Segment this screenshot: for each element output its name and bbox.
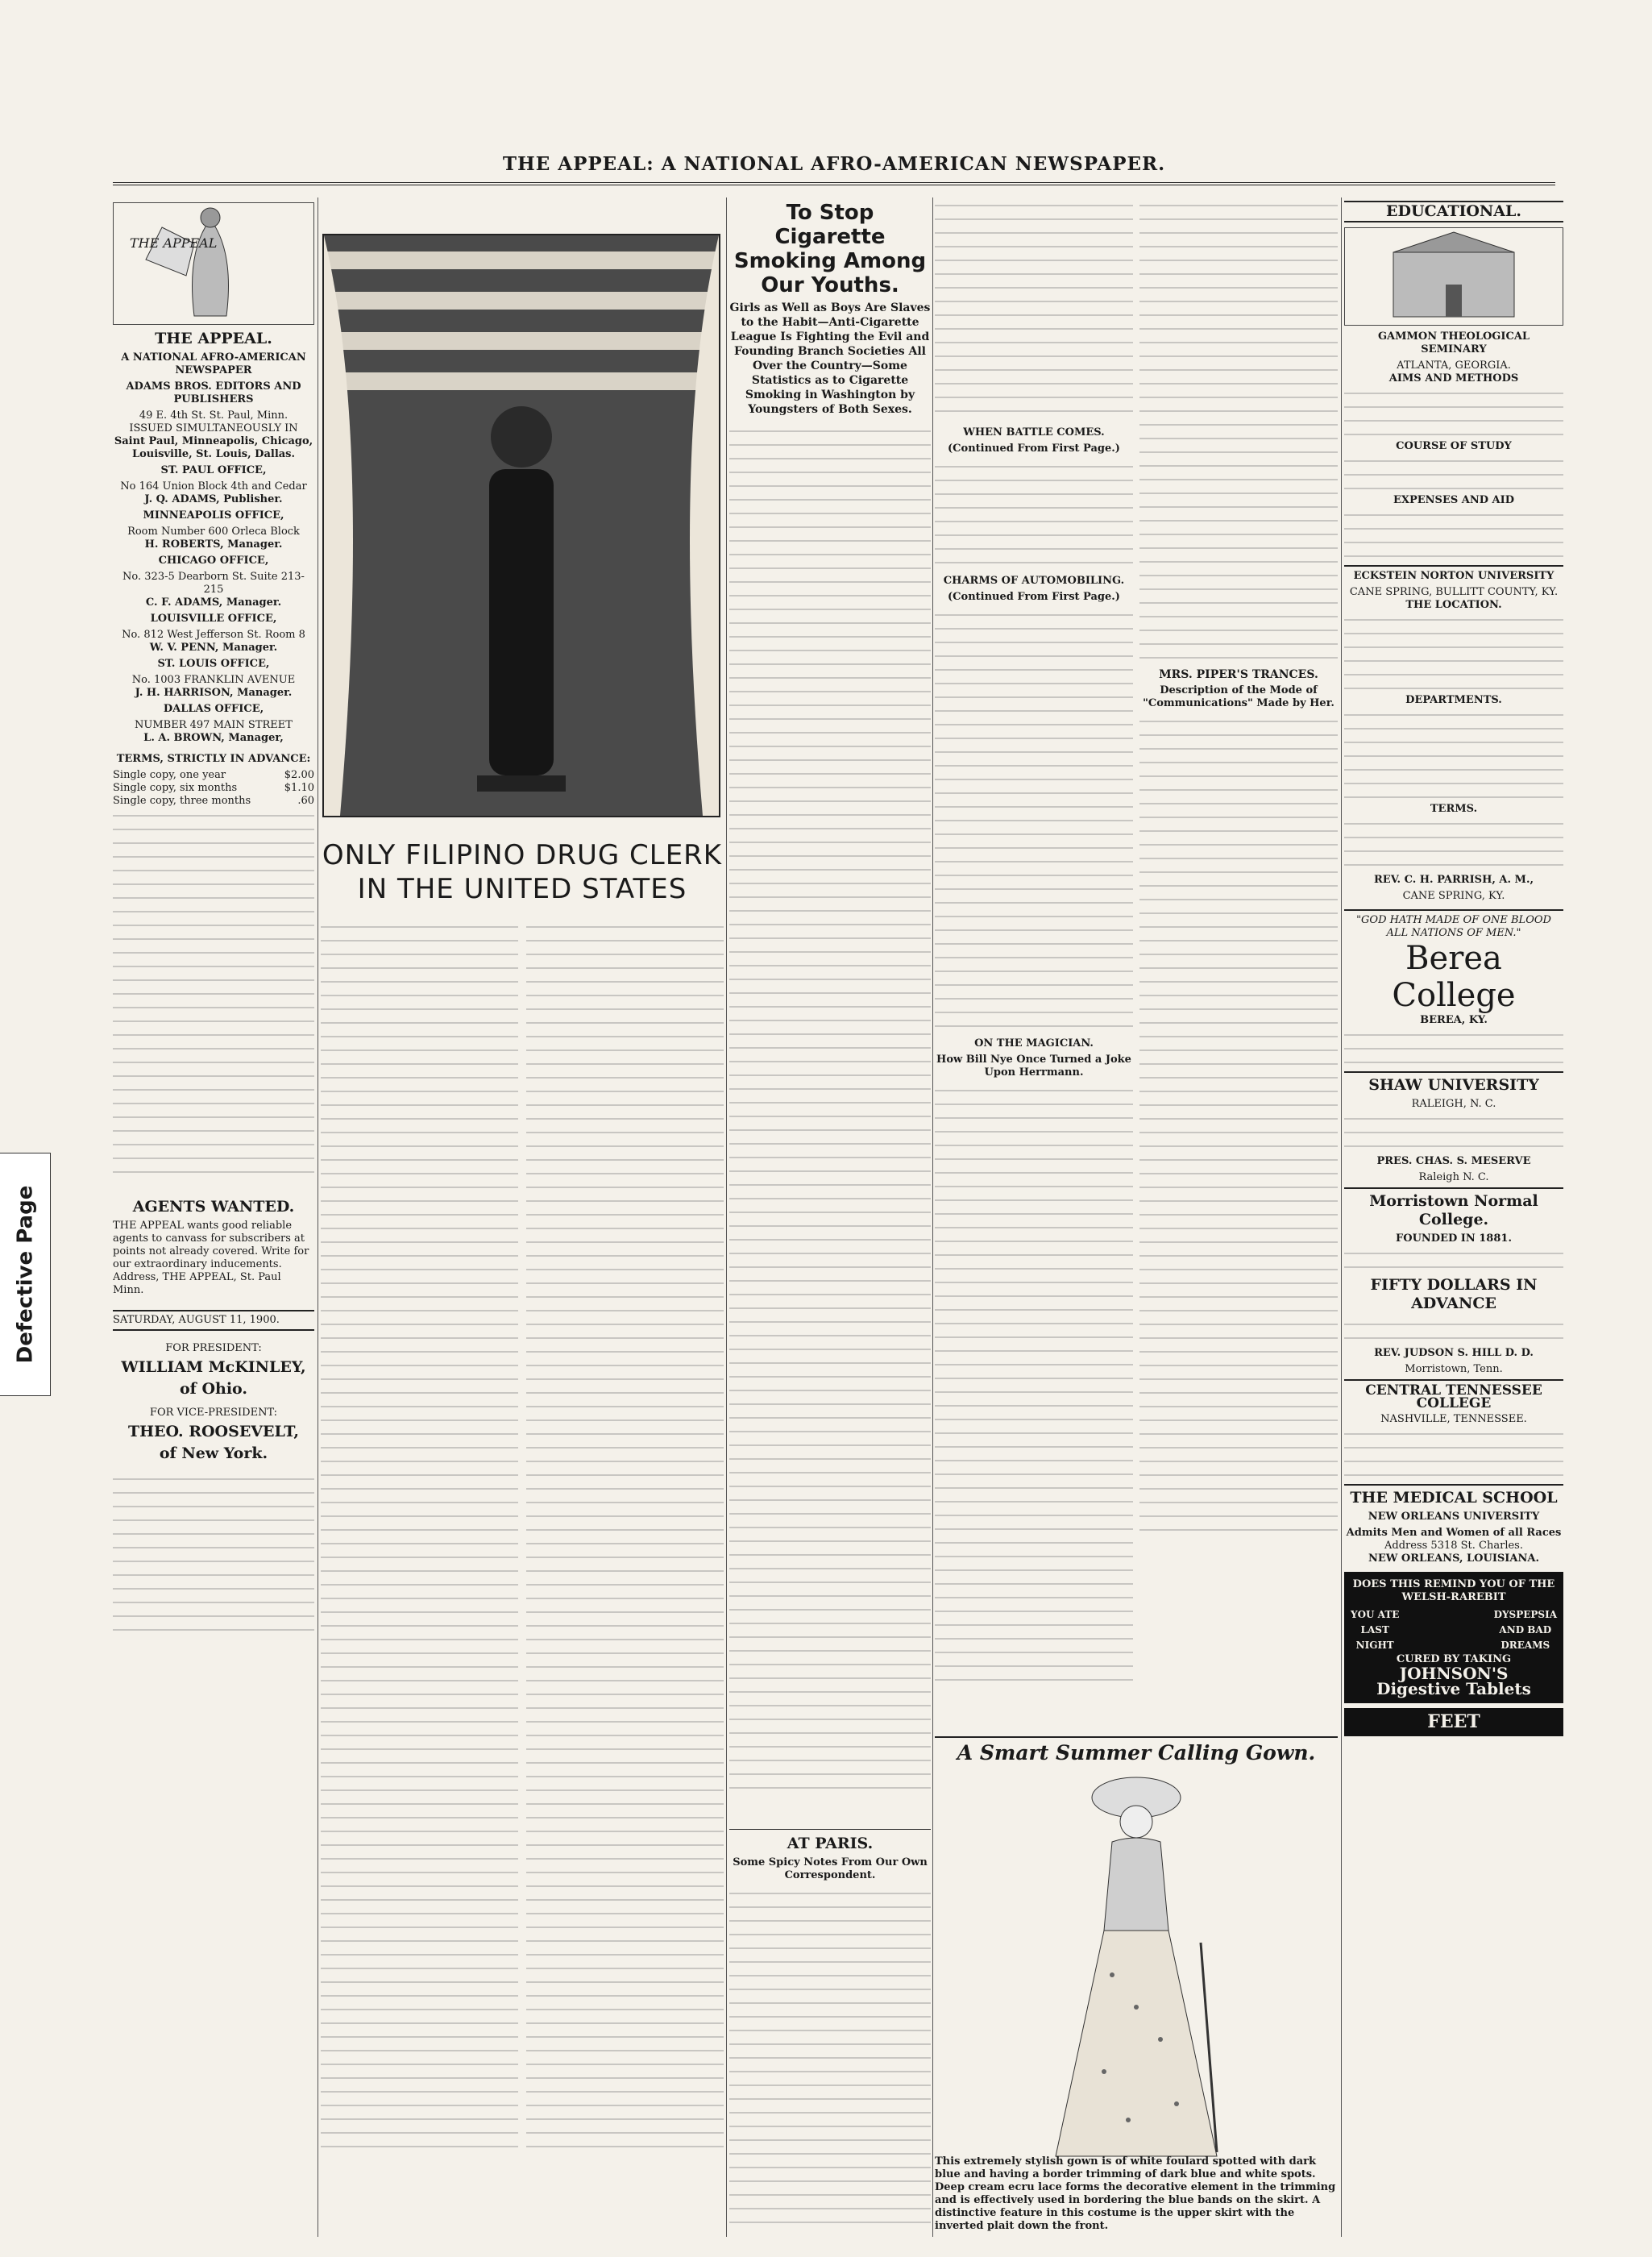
column-filipino-article: [321, 838, 724, 2152]
gown-illustration: [1031, 1765, 1241, 2168]
address: 49 E. 4th St. St. Paul, Minn.: [139, 409, 288, 422]
hill-name: REV. JUDSON S. HILL D. D.: [1374, 1347, 1534, 1359]
features-right: [1139, 197, 1338, 1695]
nou-name: NEW ORLEANS UNIVERSITY: [1368, 1511, 1540, 1523]
office-name: MINNEAPOLIS OFFICE,: [143, 509, 284, 522]
office-manager: W. V. PENN, Manager.: [149, 642, 278, 654]
office-detail: No 164 Union Block 4th and Cedar: [120, 480, 307, 493]
office-name: ST. LOUIS OFFICE,: [157, 658, 270, 670]
shaw-location: RALEIGH, N. C.: [1411, 1098, 1496, 1110]
filipino-clerk-photo: [322, 234, 720, 817]
eckstein-name: ECKSTEIN NORTON UNIVERSITY: [1344, 565, 1563, 583]
publisher: ADAMS BROS. EDITORS AND PUBLISHERS: [126, 380, 301, 405]
column-publisher-info: [113, 197, 314, 1636]
terms-row: Single copy, six months $1.10: [113, 782, 314, 794]
agents-text: THE APPEAL wants good reliable agents to canvass for subscribers at points not already covered. Write for our extraordinary inducements. Address, THE APPEAL, St. Paul Minn.: [113, 1220, 309, 1296]
paper-title: THE APPEAL.: [155, 330, 272, 347]
office-name: CHICAGO OFFICE,: [158, 555, 269, 567]
seminary-engraving: [1344, 227, 1563, 326]
auto-title: CHARMS OF AUTOMOBILING.: [943, 575, 1125, 587]
appeal-logo: THE APPEAL: [113, 202, 314, 325]
gown-title: A Smart Summer Calling Gown.: [935, 1736, 1338, 1765]
fifty-dollars: FIFTY DOLLARS IN ADVANCE: [1370, 1276, 1538, 1312]
nou-city: NEW ORLEANS, LOUISIANA.: [1368, 1552, 1539, 1565]
ctc-location: NASHVILLE, TENNESSEE.: [1380, 1413, 1527, 1425]
column-cigarette-article: [729, 197, 931, 2228]
nou-address: Address 5318 St. Charles.: [1384, 1540, 1523, 1552]
cigarette-body: [729, 423, 931, 1826]
eckstein-location: CANE SPRING, BULLITT COUNTY, KY.: [1349, 586, 1559, 598]
president-state: of Ohio.: [180, 1380, 247, 1398]
educational-heading: EDUCATIONAL.: [1344, 201, 1563, 222]
office-manager: H. ROBERTS, Manager.: [144, 538, 283, 551]
auto-subtitle: (Continued From First Page.): [948, 591, 1120, 603]
cities: Saint Paul, Minneapolis, Chicago, Louisville, St. Louis, Dallas.: [114, 435, 313, 460]
battle-subtitle: (Continued From First Page.): [948, 443, 1120, 455]
aims-heading: AIMS AND METHODS: [1388, 372, 1519, 384]
gammon-name: GAMMON THEOLOGICAL SEMINARY: [1377, 330, 1530, 355]
office-manager: C. F. ADAMS, Manager.: [145, 596, 282, 609]
issue-date: SATURDAY, AUGUST 11, 1900.: [113, 1310, 314, 1331]
gown-caption: This extremely stylish gown is of white foulard spotted with dark blue and having a border trimming of dark blue and white spots. Deep cream ecru lace forms the decorative element in the trimming and is effectively used in bordering the blue bands on the skirt. A distinctive feature in this costume is the upper skirt with the inverted plait down the front.: [935, 2155, 1336, 2232]
office-name: LOUISVILLE OFFICE,: [150, 613, 277, 625]
meserve-location: Raleigh N. C.: [1418, 1171, 1489, 1183]
expenses-heading: EXPENSES AND AID: [1393, 494, 1514, 506]
office-list: [113, 464, 314, 745]
masthead: THE APPEAL: A NATIONAL AFRO-AMERICAN NEWSPAPER.: [113, 153, 1555, 185]
office-detail: No. 812 West Jefferson St. Room 8: [122, 629, 305, 641]
piper-title: MRS. PIPER'S TRANCES.: [1159, 668, 1318, 681]
office-name: DALLAS OFFICE,: [163, 703, 264, 715]
column-rule: [932, 197, 933, 2237]
defective-page-stamp: Defective Page: [0, 1153, 51, 1396]
vp-name: THEO. ROOSEVELT,: [127, 1423, 300, 1440]
parrish-name: REV. C. H. PARRISH, A. M.,: [1374, 874, 1534, 886]
berea-location: BEREA, KY.: [1420, 1014, 1488, 1026]
terms-title: TERMS, STRICTLY IN ADVANCE:: [116, 753, 311, 765]
president-label: FOR PRESIDENT:: [165, 1342, 262, 1354]
cigarette-headline: To Stop Cigarette Smoking Among Our Youths.: [733, 201, 927, 297]
feet-ad: FEET: [1344, 1708, 1563, 1736]
vp-label: FOR VICE-PRESIDENT:: [149, 1407, 278, 1419]
paris-body: [729, 1885, 931, 2228]
medical-school: THE MEDICAL SCHOOL: [1344, 1484, 1563, 1507]
departments-heading: DEPARTMENTS.: [1405, 694, 1502, 706]
office-detail: No. 323-5 Dearborn St. Suite 213-215: [122, 571, 305, 596]
hill-location: Morristown, Tenn.: [1405, 1363, 1503, 1375]
column-rule: [1341, 197, 1342, 2237]
office-name: ST. PAUL OFFICE,: [160, 464, 267, 476]
gown-feature: [935, 1733, 1338, 2233]
paris-title: AT PARIS.: [729, 1829, 931, 1853]
course-heading: COURSE OF STUDY: [1396, 440, 1512, 452]
rarebit-ad: DOES THIS REMIND YOU OF THE WELSH-RAREBIT YOU ATE LAST NIGHT DYSPEPSIA AND BAD DREAMS CURED BY TAKING JOHNSON'S Digestive Tablets: [1344, 1572, 1563, 1703]
gammon-location: ATLANTA, GEORGIA.: [1397, 360, 1511, 372]
ctc-name: CENTRAL TENNESSEE COLLEGE: [1344, 1379, 1563, 1410]
magician-subtitle: How Bill Nye Once Turned a Joke Upon Herrmann.: [936, 1054, 1131, 1079]
column-advertisements: [1344, 197, 1563, 1736]
shaw-name: SHAW UNIVERSITY: [1344, 1071, 1563, 1095]
location-heading: THE LOCATION.: [1405, 599, 1502, 611]
berea-name: Berea College: [1392, 940, 1516, 1014]
paris-subtitle: Some Spicy Notes From Our Own Correspondent.: [733, 1856, 928, 1881]
office-manager: J. H. HARRISON, Manager.: [135, 687, 293, 699]
terms-row: Single copy, three months .60: [113, 795, 314, 807]
morristown-founded: FOUNDED IN 1881.: [1396, 1232, 1512, 1245]
terms-heading: TERMS.: [1430, 803, 1478, 815]
paper-subtitle: A NATIONAL AFRO-AMERICAN NEWSPAPER: [121, 351, 306, 376]
issued-label: ISSUED SIMULTANEOUSLY IN: [129, 422, 298, 434]
office-manager: L. A. BROWN, Manager,: [143, 732, 284, 744]
filipino-body-left: [321, 919, 518, 2152]
parrish-location: CANE SPRING, KY.: [1402, 890, 1505, 902]
terms-body: [113, 808, 314, 1187]
berea-motto: "GOD HATH MADE OF ONE BLOOD ALL NATIONS OF MEN.": [1344, 909, 1563, 940]
features-left: [935, 197, 1133, 1695]
editorial-text: [113, 1471, 314, 1636]
column-rule: [726, 197, 727, 2237]
terms-row: Single copy, one year $2.00: [113, 769, 314, 781]
morristown-name: Morristown Normal College.: [1344, 1187, 1563, 1229]
office-detail: NUMBER 497 MAIN STREET: [135, 719, 293, 731]
agents-title: AGENTS WANTED.: [132, 1198, 295, 1216]
filipino-headline: ONLY FILIPINO DRUG CLERK IN THE UNITED STATES: [322, 839, 723, 905]
vp-state: of New York.: [159, 1444, 268, 1462]
cigarette-deck: Girls as Well as Boys Are Slaves to the Habit—Anti-Cigarette League Is Fighting the Evil and Founding Branch Societies All Over the Country—Some Statistics as to Cigarette Smoking in Washington by Youngsters of Both Sexes.: [729, 301, 931, 416]
nou-sub: Admits Men and Women of all Races: [1346, 1527, 1562, 1539]
office-detail: No. 1003 FRANKLIN AVENUE: [131, 674, 296, 686]
office-manager: J. Q. ADAMS, Publisher.: [144, 493, 283, 505]
office-detail: Room Number 600 Orleca Block: [127, 526, 300, 538]
piper-subtitle: Description of the Mode of "Communications" Made by Her.: [1143, 684, 1334, 709]
president-name: WILLIAM McKINLEY,: [121, 1358, 306, 1376]
battle-title: WHEN BATTLE COMES.: [963, 426, 1105, 439]
filipino-body-right: [526, 919, 724, 2152]
magician-title: ON THE MAGICIAN.: [974, 1037, 1094, 1050]
column-features: [935, 197, 1338, 1729]
meserve-name: PRES. CHAS. S. MESERVE: [1376, 1155, 1531, 1167]
